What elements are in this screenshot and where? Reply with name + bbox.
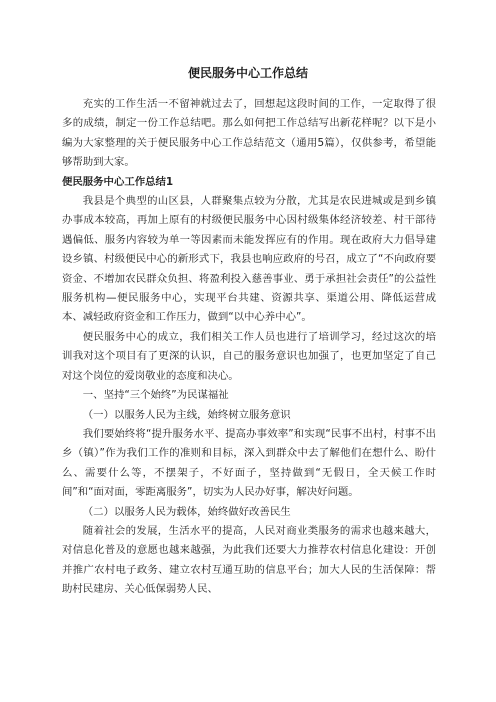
document-body: [62, 95, 436, 600]
body-paragraph: 便民服务中心的成立，我们相关工作人员也进行了培训学习，经过这次的培训我对这个项目有了更深的认识，自己的服务意识也加强了，也更加坚定了自己对这个岗位的爱岗敬业的态度和决心。: [62, 330, 436, 382]
subsection-item: （二）以服务人民为载体，始终做好改善民生: [82, 505, 291, 518]
subsection-item: （一）以服务人民为主线，始终树立服务意识: [82, 408, 291, 421]
section-heading: 便民服务中心工作总结1: [62, 175, 174, 188]
body-paragraph: 随着社会的发展，生活水平的提高，人民对商业类服务的需求也越来越大，对信息化普及的意愿也越来越强，为此我们还要大力推荐农村信息化建设：开创并推广农村电子政务、建立农村互通互助的信息平台；加大人民的生活保障：帮助村民建房、关心低保弱势人民、: [62, 524, 436, 596]
subsection-heading: 一、坚持“三个始终”为民谋福祉: [82, 389, 229, 402]
intro-paragraph: 充实的工作生活一不留神就过去了，回想起这段时间的工作，一定取得了很多的成绩，制定一份工作总结吧。那么如何把工作总结写出新花样呢？以下是小编为大家整理的关于便民服务中心工作总结范文（通用5篇），仅供参考，希望能够帮助到大家。: [62, 98, 436, 169]
body-paragraph: 我们要始终将“提升服务水平、提高办事效率”和实现“民事不出村，村事不出乡（镇）”作为我们工作的准则和目标，深入到群众中去了解他们在想什么、盼什么、需要什么等，不摆架子，不好面子，坚持做到“无假日，全天候工作时间”和“面对面，零距离服务”，切实为人民办好事，解决好问题。: [62, 427, 436, 499]
body-paragraph: 我县是个典型的山区县，人群聚集点较为分散，尤其是农民进城或是到乡镇办事成本较高，再加上原有的村级便民服务中心因村级集体经济较差、村干部待遇偏低、服务内容较为单一等因素而未能发挥应有的作用。现在政府大力倡导建设乡镇、村级便民中心的新形式下，我县也响应政府的号召，成立了“不向政府要资金、不增加农民群众负担、将盈利投入慈善事业、勇于承担社会责任”的公益性服务机构—便民服务中心，实现平台共建、资源共享、渠道公用、降低运营成本、减轻政府资金和工作压力，做到“以中心养中心”。: [62, 195, 436, 324]
document-title: 便民服务中心工作总结: [187, 66, 308, 80]
